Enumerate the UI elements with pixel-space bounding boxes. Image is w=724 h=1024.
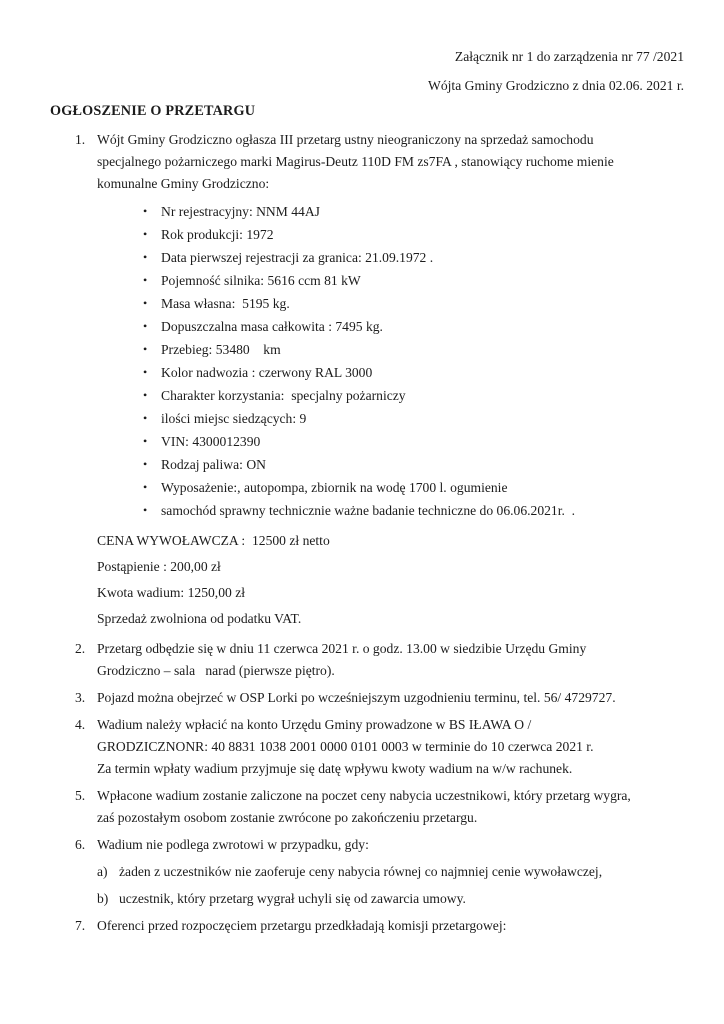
vehicle-detail-color: Kolor nadwozia : czerwony RAL 3000 <box>161 365 373 380</box>
item-number: 1. <box>75 132 86 147</box>
list-item <box>143 246 684 269</box>
list-item-2 <box>50 638 684 682</box>
list-item <box>143 453 684 476</box>
list-item <box>143 407 684 430</box>
bullet-icon: • <box>143 503 148 517</box>
bullet-icon: • <box>143 273 148 287</box>
vehicle-detail-vin: VIN: 4300012390 <box>161 434 261 449</box>
list-item-4 <box>50 714 684 780</box>
vehicle-detail-engine: Pojemność silnika: 5616 ccm 81 kW <box>161 273 361 288</box>
attachment-note: Załącznik nr 1 do zarządzenia nr 77 /2021 <box>454 49 684 64</box>
bullet-icon: • <box>143 388 148 402</box>
sub-item-label: a) <box>97 864 108 879</box>
item-4-line: Za termin wpłaty wadium przyjmuje się datę wpływu kwoty wadium na w/w rachunek. <box>97 761 573 776</box>
list-item-1 <box>50 129 684 195</box>
vehicle-detail-equipment: Wyposażenie:, autopompa, zbiornik na wodę 1700 l. ogumienie <box>161 480 508 495</box>
item-3-line: Pojazd można obejrzeć w OSP Lorki po wcześniejszym uzgodnieniu terminu, tel. 56/ 4729727. <box>97 690 616 705</box>
item-6-body <box>97 834 684 856</box>
vehicle-detail-fuel: Rodzaj paliwa: ON <box>161 457 266 472</box>
list-item-6 <box>50 834 684 856</box>
item-6-line: Wadium nie podlega zwrotowi w przypadku, gdy: <box>97 837 369 852</box>
starting-price-line: CENA WYWOŁAWCZA : 12500 zł netto <box>97 533 330 548</box>
sub-item-label: b) <box>97 891 109 906</box>
sub-item-a <box>97 861 684 883</box>
bullet-icon: • <box>143 250 148 264</box>
bullet-icon: • <box>143 480 148 494</box>
item-1-body <box>97 129 684 195</box>
item-2-body <box>97 638 684 682</box>
item-1-line: komunalne Gminy Grodziczno: <box>97 176 270 191</box>
sub-item-a-text: żaden z uczestników nie zaoferuje ceny nabycia równej co najmniej cenie wywoławczej, <box>119 864 603 879</box>
vat-exemption-line: Sprzedaż zwolniona od podatku VAT. <box>97 611 302 626</box>
list-item-7 <box>50 915 684 937</box>
list-item <box>143 200 684 223</box>
price-block <box>97 528 684 632</box>
item-5-line: Wpłacone wadium zostanie zaliczone na poczet ceny nabycia uczestnikowi, który przetarg wygra, <box>97 788 631 803</box>
bullet-icon: • <box>143 296 148 310</box>
deposit-amount-line: Kwota wadium: 1250,00 zł <box>97 585 245 600</box>
list-item <box>143 292 684 315</box>
item-number: 5. <box>75 788 86 803</box>
list-item <box>143 315 684 338</box>
list-item <box>143 430 684 453</box>
item-number: 7. <box>75 918 86 933</box>
list-item <box>143 223 684 246</box>
vehicle-detail-usage: Charakter korzystania: specjalny pożarniczy <box>161 388 406 403</box>
item-number: 6. <box>75 837 86 852</box>
item-number: 3. <box>75 690 86 705</box>
bullet-icon: • <box>143 227 148 241</box>
bullet-icon: • <box>143 457 148 471</box>
item-7-line: Oferenci przed rozpoczęciem przetargu przedkładają komisji przetargowej: <box>97 918 507 933</box>
sub-item-b-text: uczestnik, który przetarg wygrał uchyli się od zawarcia umowy. <box>119 891 466 906</box>
item-5-body <box>97 785 684 829</box>
vehicle-detail-inspection: samochód sprawny technicznie ważne badanie techniczne do 06.06.2021r. . <box>161 503 576 518</box>
bullet-icon: • <box>143 319 148 333</box>
list-item <box>143 361 684 384</box>
vehicle-detail-production-year: Rok produkcji: 1972 <box>161 227 274 242</box>
list-item <box>143 499 684 522</box>
item-2-line: Przetarg odbędzie się w dniu 11 czerwca 2021 r. o godz. 13.00 w siedzibie Urzędu Gminy <box>97 641 587 656</box>
list-item-5 <box>50 785 684 829</box>
item-4-body <box>97 714 684 780</box>
bullet-icon: • <box>143 365 148 379</box>
list-item <box>143 476 684 499</box>
vehicle-detail-seats: ilości miejsc siedzących: 9 <box>161 411 307 426</box>
vehicle-detail-registration: Nr rejestracyjny: NNM 44AJ <box>161 204 320 219</box>
item-1-line: Wójt Gminy Grodziczno ogłasza III przetarg ustny nieograniczony na sprzedaż samochodu <box>97 132 594 147</box>
vehicle-detail-total-weight: Dopuszczalna masa całkowita : 7495 kg. <box>161 319 383 334</box>
document-header <box>50 42 684 100</box>
page-title: OGŁOSZENIE O PRZETARGU <box>50 103 256 119</box>
bullet-icon: • <box>143 434 148 448</box>
item-1-line: specjalnego pożarniczego marki Magirus-Deutz 110D FM zs7FA , stanowiący ruchome mienie <box>97 154 614 169</box>
item-7-body <box>97 915 684 937</box>
vehicle-detail-first-registration: Data pierwszej rejestracji za granica: 21.09.1972 . <box>161 250 434 265</box>
vehicle-detail-mileage: Przebieg: 53480 km <box>161 342 281 357</box>
item-number: 2. <box>75 641 86 656</box>
bullet-icon: • <box>143 411 148 425</box>
item-4-line: Wadium należy wpłacić na konto Urzędu Gminy prowadzone w BS IŁAWA O / <box>97 717 532 732</box>
sub-item-b <box>97 888 684 910</box>
list-item <box>143 269 684 292</box>
bid-increment-line: Postąpienie : 200,00 zł <box>97 559 221 574</box>
bullet-icon: • <box>143 342 148 356</box>
list-item <box>143 384 684 407</box>
item-2-line: Grodziczno – sala narad (pierwsze piętro). <box>97 663 335 678</box>
vehicle-details-list <box>143 200 684 522</box>
item-3-body <box>97 687 684 709</box>
list-item <box>143 338 684 361</box>
item-number: 4. <box>75 717 86 732</box>
list-item-3 <box>50 687 684 709</box>
vehicle-detail-own-weight: Masa własna: 5195 kg. <box>161 296 290 311</box>
bullet-icon: • <box>143 204 148 218</box>
issuer-note: Wójta Gminy Grodziczno z dnia 02.06. 2021 r. <box>428 78 684 93</box>
item-4-line: GRODZICZNONR: 40 8831 1038 2001 0000 0101 0003 w terminie do 10 czerwca 2021 r. <box>97 739 594 754</box>
item-5-line: zaś pozostałym osobom zostanie zwrócone po zakończeniu przetargu. <box>97 810 478 825</box>
